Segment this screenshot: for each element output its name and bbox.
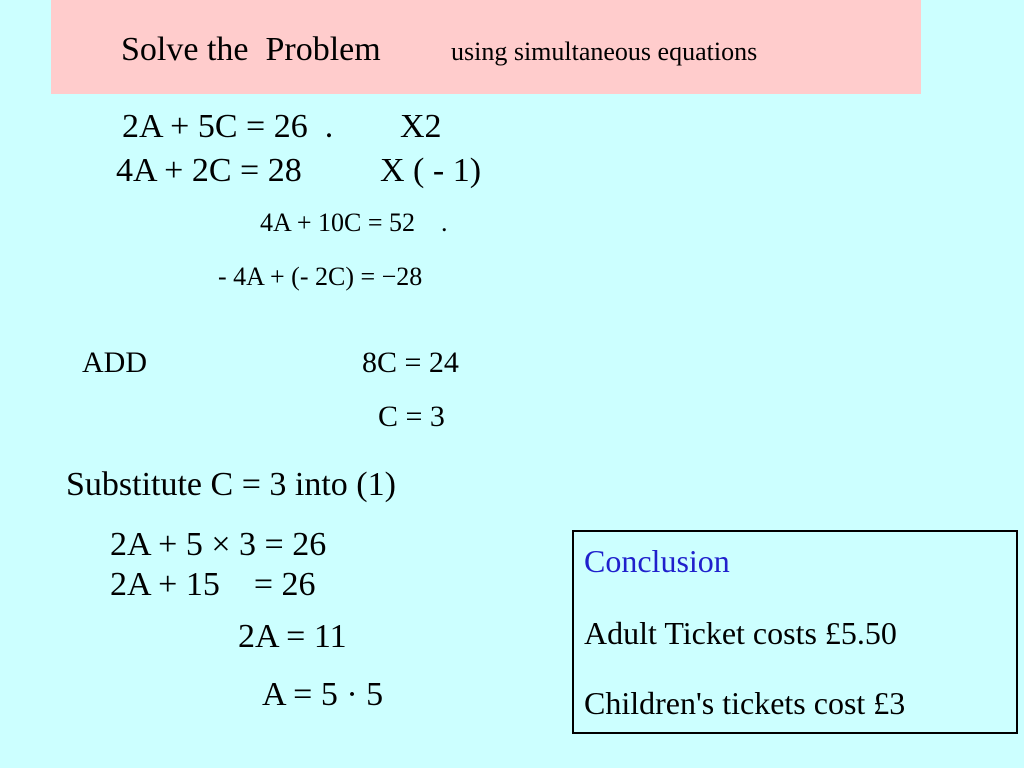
conclusion-box — [572, 530, 1018, 734]
equation-1: 2A + 5C = 26 . — [122, 108, 334, 145]
add-label: ADD — [82, 346, 147, 379]
equation-8: 2A + 15 = 26 — [110, 566, 316, 603]
equation-10: A = 5 · 5 — [262, 676, 384, 713]
conclusion-adult: Adult Ticket costs £5.50 — [584, 615, 897, 651]
equation-6: C = 3 — [378, 400, 445, 433]
substitute-step: Substitute C = 3 into (1) — [66, 466, 396, 503]
equation-5: 8C = 24 — [362, 346, 459, 379]
equation-2: 4A + 2C = 28 — [116, 152, 302, 189]
equation-3: 4A + 10C = 52 . — [260, 208, 448, 237]
title-subtitle: using simultaneous equations — [451, 37, 758, 66]
conclusion-heading: Conclusion — [584, 543, 730, 579]
equation-9: 2A = 11 — [238, 618, 347, 655]
equation-4: - 4A + (- 2C) = −28 — [218, 262, 423, 291]
title-main: Solve the Problem — [121, 31, 381, 68]
equation-1-multiplier: X2 — [400, 108, 442, 145]
conclusion-children: Children's tickets cost £3 — [584, 685, 906, 721]
equation-7: 2A + 5 × 3 = 26 — [110, 526, 327, 563]
equation-2-multiplier: X ( - 1) — [380, 152, 482, 189]
